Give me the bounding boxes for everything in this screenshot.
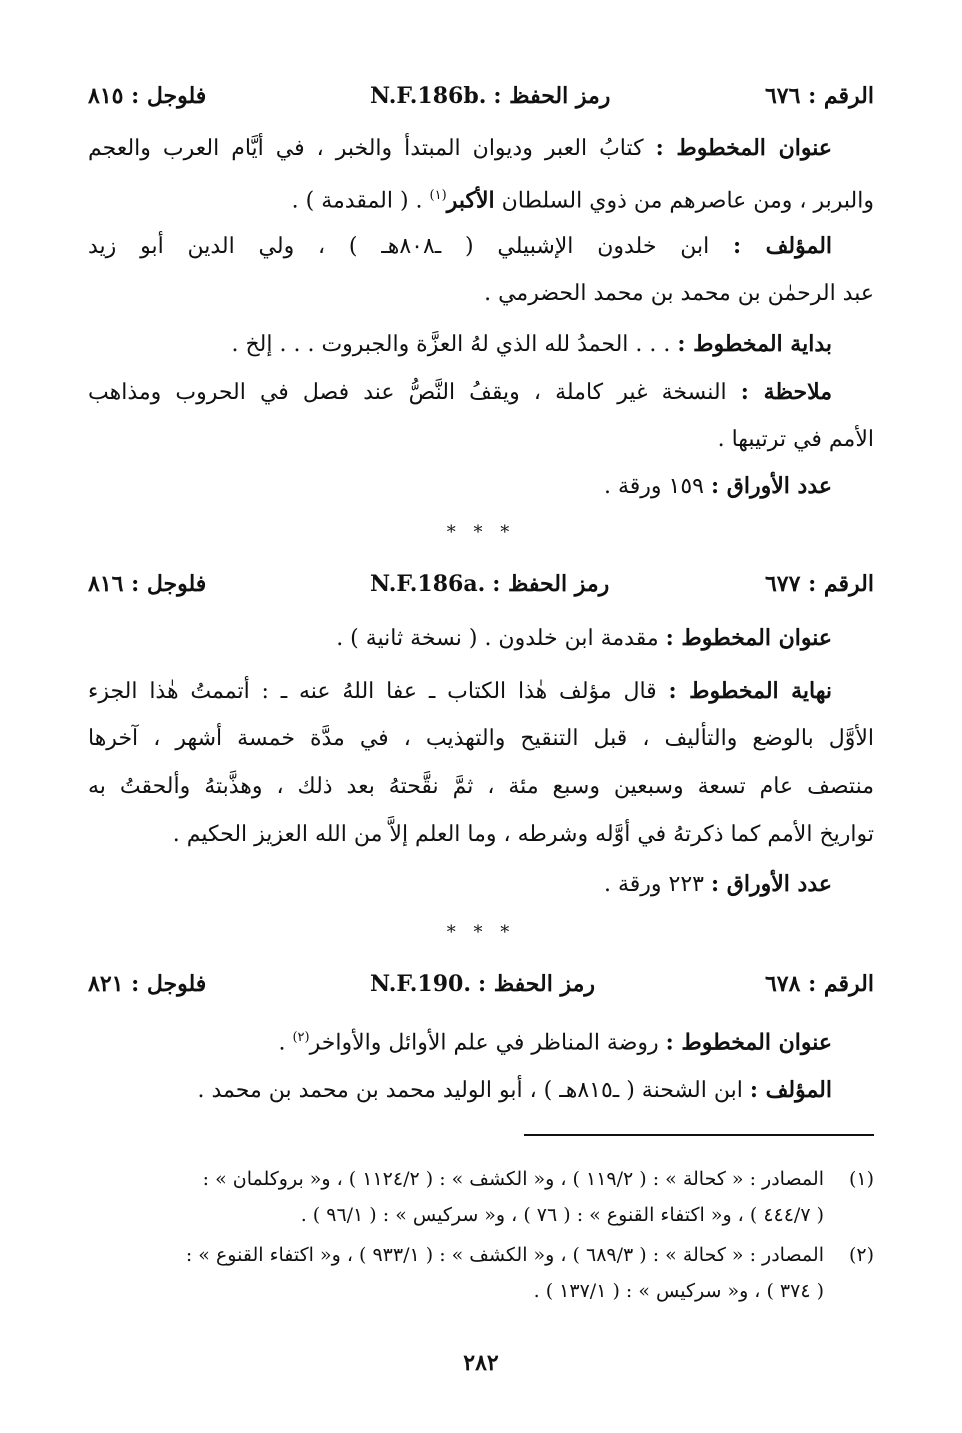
author-label: المؤلف :: [749, 1077, 832, 1103]
entry-number: الرقم : ٦٧٦: [764, 83, 874, 109]
shelf-code: [370, 80, 610, 113]
shelf-code-label: رمز الحفظ :: [493, 83, 611, 109]
flugel-number: فلوجل : ٨١٥: [88, 83, 207, 109]
ending-line-3: منتصف عام تسعة وسبعين وسبع مئة ، ثمَّ نقَّحتهُ بعد ذلك ، وهذَّبتهُ وألحقتُ به: [88, 774, 874, 799]
author-text: ابن الشحنة ( ـ٨١٥هـ ) ، أبو الوليد محمد بن محمد بن محمد .: [197, 1078, 743, 1103]
leaves-count: ٢٢٣ ورقة .: [604, 872, 704, 897]
leaves-line: [88, 868, 832, 901]
title-label: عنوان المخطوط :: [665, 625, 832, 651]
footnote-text: المصادر : « كحالة » : ( ١١٩/٢ ) ، و« الكشف » : ( ١١٢٤/٢ ) ، و« بروكلمان » :: [202, 1168, 824, 1190]
beginning-text: . . . الحمدُ لله الذي لهُ العزَّة والجبروت . . . إلخ .: [231, 332, 671, 357]
footnote-2-cont: ( ٣٧٤ ) ، و« سركيس » : ( ١٣٧/١ ) .: [533, 1280, 824, 1302]
note-line: [88, 376, 832, 409]
author-label: المؤلف :: [733, 233, 833, 259]
title-label: عنوان المخطوط :: [665, 1029, 832, 1056]
beginning-label: بداية المخطوط :: [677, 331, 832, 357]
shelf-code: [370, 968, 595, 1001]
title-text: روضة المناظر في علم الأوائل والأواخر: [309, 1030, 659, 1056]
title-text: كتابُ العبر وديوان المبتدأ والخبر ، في أيَّام العرب والعجم: [88, 136, 644, 161]
leaves-line: [88, 470, 832, 503]
author-line: [88, 1074, 832, 1107]
note-text: النسخة غير كاملة ، ويقفُ النَّصُّ عند فصل في الحروب ومذاهب: [88, 380, 727, 405]
leaves-label: عدد الأوراق :: [711, 473, 832, 499]
title-label: عنوان المخطوط :: [655, 135, 832, 161]
section-separator: * * *: [446, 922, 516, 943]
author-line-2: عبد الرحمٰن بن محمد بن محمد الحضرمي .: [484, 281, 874, 306]
flugel-number: فلوجل : ٨١٦: [88, 571, 207, 597]
title-text: مقدمة ابن خلدون . ( نسخة ثانية ) .: [336, 626, 659, 651]
ending-line-4: تواريخ الأمم كما ذكرتهُ في أوَّله وشرطه ، وما العلم إلاَّ من الله العزيز الحكيم .: [172, 822, 874, 847]
footnote-1-cont: ( ٤٤٤/٧ ) ، و« اكتفاء القنوع » : ( ٧٦ ) ، و« سركيس » : ( ٩٦/١ ) .: [300, 1204, 824, 1226]
author-text: ابن خلدون الإشبيلي ( ـ٨٠٨هـ ) ، ولي الدين أبو زيد: [88, 234, 710, 259]
footnote-number: (١): [848, 1168, 874, 1190]
entry-number: الرقم : ٦٧٧: [764, 571, 874, 597]
footnote-number: (٢): [848, 1244, 874, 1266]
shelf-code-value: N.F.190.: [370, 971, 472, 997]
footnote-text: المصادر : « كحالة » : ( ٦٨٩/٣ ) ، و« الكشف » : ( ٩٣٣/١ ) ، و« اكتفاء القنوع » :: [185, 1244, 824, 1266]
beginning-line: [88, 328, 832, 361]
title-line: [88, 132, 832, 165]
footnote-rule: [524, 1134, 874, 1136]
ending-line-2: الأوَّل بالوضع والتأليف ، قبل التنقيح والتهذيب ، في مدَّة خمسة أشهر ، آخرها: [88, 726, 874, 751]
page-number: ٢٨٢: [463, 1350, 499, 1376]
shelf-code-value: N.F.186b.: [370, 83, 487, 109]
title-line: عنوان المخطوط : روضة المناظر في علم الأوائل والأواخر$^{(٢)}$ .: [278, 1029, 832, 1056]
title-line-2: والبربر ، ومن عاصرهم من ذوي السلطان الأكبر$^{(١)}$ . ( المقدمة ) .: [291, 187, 874, 214]
leaves-count: ١٥٩ ورقة .: [604, 474, 704, 499]
footnote-ref: (١): [429, 188, 447, 203]
note-label: ملاحظة :: [740, 379, 832, 405]
note-line-2: الأمم في ترتيبها .: [717, 427, 874, 452]
shelf-code-value: N.F.186a.: [370, 571, 486, 597]
ending-label: نهاية المخطوط :: [668, 678, 833, 704]
flugel-number: فلوجل : ٨٢١: [88, 971, 207, 997]
shelf-code: [370, 568, 609, 601]
entry-number: الرقم : ٦٧٨: [764, 971, 874, 997]
section-separator: * * *: [446, 522, 516, 543]
ending-text: قال مؤلف هٰذا الكتاب ـ عفا اللهُ عنه ـ : أتممتُ هٰذا الجزء: [88, 679, 657, 704]
leaves-label: عدد الأوراق :: [711, 871, 832, 897]
footnote-1: [88, 1164, 874, 1194]
footnote-2: [88, 1240, 874, 1270]
shelf-code-label: رمز الحفظ :: [492, 571, 610, 597]
shelf-code-label: رمز الحفظ :: [478, 971, 596, 997]
footnote-ref: (٢): [292, 1030, 310, 1045]
title-line: [88, 622, 832, 655]
ending-line: [88, 675, 832, 708]
author-line: [88, 230, 832, 263]
